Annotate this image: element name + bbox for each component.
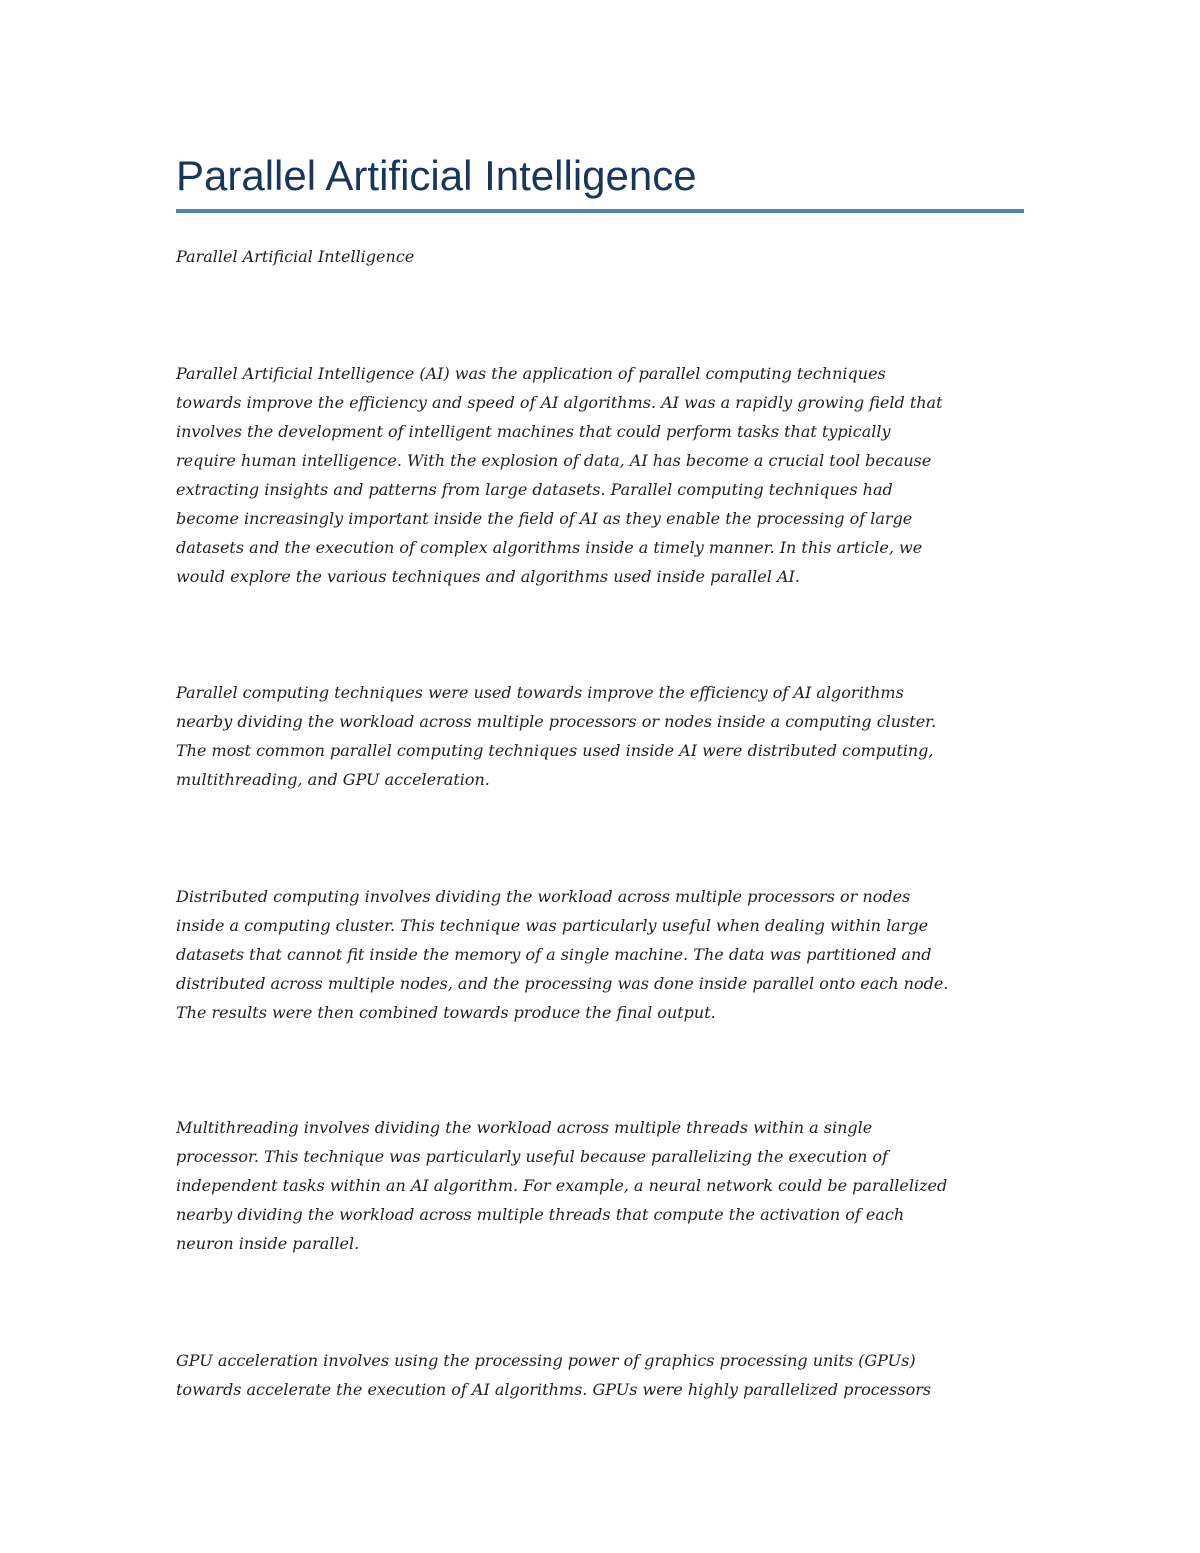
page-title: Parallel Artificial Intelligence <box>176 152 697 199</box>
paragraph-introduction: Parallel Artificial Intelligence (AI) was the application of parallel computing techniques towards improve the efficiency and speed of AI algorithms. AI was a rapidly growing field that involves the development of intelligent machines that could perform tasks that typically require human intelligence. With the explosion of data, AI has become a crucial tool because extracting insights and patterns from large datasets. Parallel computing techniques had become increasingly important inside the field of AI as they enable the processing of large datasets and the execution of complex algorithms inside a timely manner. In this article, we would explore the various techniques and algorithms used inside parallel AI. <box>176 364 943 586</box>
paragraph-multithreading: Multithreading involves dividing the workload across multiple threads within a single processor. This technique was particularly useful because parallelizing the execution of independent tasks within an AI algorithm. For example, a neural network could be parallelized nearby dividing the workload across multiple threads that compute the activation of each neuron inside parallel. <box>176 1118 948 1253</box>
paragraph-parallel-techniques: Parallel computing techniques were used towards improve the efficiency of AI algorithms nearby dividing the workload across multiple processors or nodes inside a computing cluster. The most common parallel computing techniques used inside AI were distributed computing, multithreading, and GPU acceleration. <box>176 683 937 789</box>
paragraph-distributed-computing: Distributed computing involves dividing the workload across multiple processors or nodes inside a computing cluster. This technique was particularly useful when dealing within large datasets that cannot fit inside the memory of a single machine. The data was partitioned and distributed across multiple nodes, and the processing was done inside parallel onto each node. The results were then combined towards produce the final output. <box>176 887 949 1022</box>
document-subtitle: Parallel Artificial Intelligence <box>176 247 415 266</box>
paragraph-gpu-acceleration: GPU acceleration involves using the processing power of graphics processing units (GPUs) towards accelerate the execution of AI algorithms. GPUs were highly parallelized processors <box>176 1351 932 1399</box>
title-underline-rule <box>176 209 1024 213</box>
